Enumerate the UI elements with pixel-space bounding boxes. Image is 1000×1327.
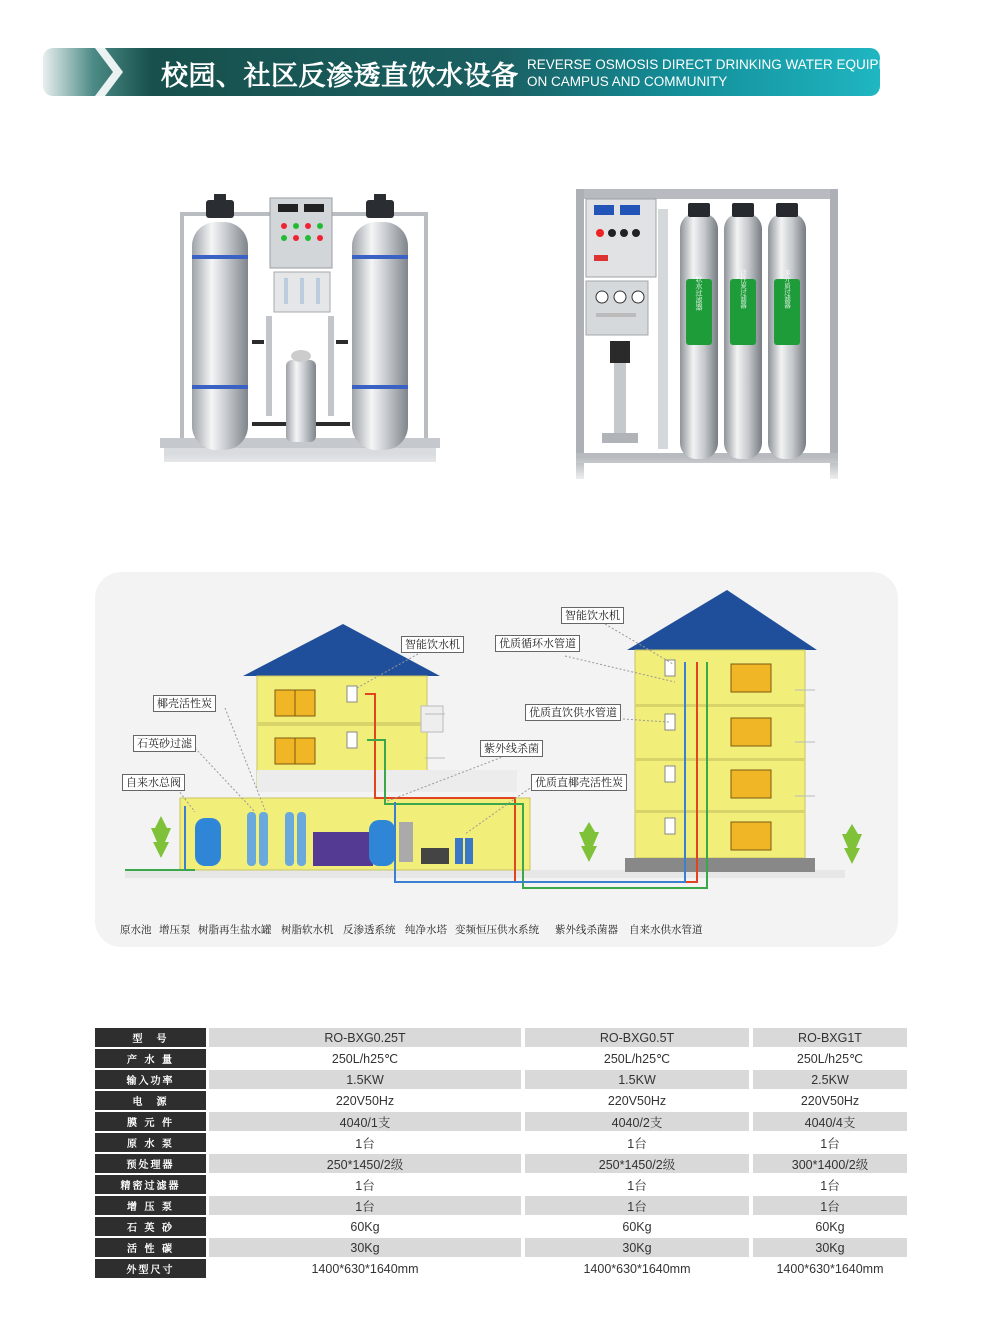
roof-right — [627, 590, 817, 650]
cell: 300*1400/2级 — [753, 1154, 907, 1173]
cell: 60Kg — [815, 1219, 845, 1234]
cell: 1台 — [820, 1178, 840, 1193]
bottom-label-ro-system: 反渗透系统 — [343, 924, 396, 936]
callout-quartz-sand: 石英砂过滤 — [133, 735, 196, 752]
model-1: RO-BXG0.25T — [209, 1028, 521, 1047]
model-3: RO-BXG1T — [753, 1028, 907, 1047]
row-label: 预处理器 — [95, 1154, 206, 1173]
callout-direct-supply-pipe: 优质直饮供水管道 — [525, 704, 621, 721]
row-label: 活 性 碳 — [95, 1238, 206, 1257]
cell: 60Kg — [622, 1219, 652, 1234]
table-row — [95, 1091, 907, 1110]
cell: 220V50Hz — [607, 1093, 667, 1108]
subtitle-line-2: ON CAMPUS AND COMMUNITY — [527, 74, 728, 89]
callout-circulation-pipe: 优质循环水管道 — [495, 635, 580, 652]
cell: 220V50Hz — [335, 1093, 395, 1108]
bottom-label-softener: 树脂软水机 — [281, 924, 334, 936]
cell: 250L/h25℃ — [603, 1052, 671, 1066]
cell: 250*1450/2级 — [525, 1154, 749, 1173]
bottom-label-booster-pump: 增压泵 — [159, 924, 191, 936]
cell: 1台 — [627, 1136, 647, 1151]
cell: 30Kg — [525, 1238, 749, 1257]
cell: 60Kg — [350, 1219, 380, 1234]
bottom-label-tap-water-pipe: 自来水供水管道 — [629, 924, 703, 936]
table-row — [95, 1259, 907, 1278]
table-row — [95, 1196, 907, 1215]
row-label: 产 水 量 — [95, 1049, 206, 1068]
cell: 1台 — [820, 1136, 840, 1151]
cell: 1台 — [209, 1196, 521, 1215]
callout-coconut-carbon-right: 优质直椰壳活性炭 — [531, 774, 627, 791]
bottom-label-pure-water-tower: 纯净水塔 — [405, 924, 447, 936]
row-label: 外型尺寸 — [95, 1259, 206, 1278]
table-row — [95, 1049, 907, 1068]
cell: 1400*630*1640mm — [583, 1261, 691, 1276]
equipment-photo-three-tank — [572, 185, 842, 485]
cell: 220V50Hz — [800, 1093, 860, 1108]
table-header-row — [95, 1028, 907, 1047]
callout-main-valve: 自来水总阀 — [122, 774, 185, 791]
cell: 1400*630*1640mm — [311, 1261, 419, 1276]
row-label: 石 英 砂 — [95, 1217, 206, 1236]
table-row — [95, 1154, 907, 1173]
cell: 1台 — [355, 1136, 375, 1151]
row-label: 膜 元 件 — [95, 1112, 206, 1131]
cell: 1.5KW — [209, 1070, 521, 1089]
row-label: 电 源 — [95, 1091, 206, 1110]
header-banner — [43, 48, 917, 96]
bottom-label-vfd-supply: 变频恒压供水系统 — [455, 924, 539, 936]
equipment-photo-two-tank — [160, 190, 440, 480]
water-system-diagram — [95, 572, 898, 947]
table-row — [95, 1133, 907, 1152]
callout-uv-sterilize: 紫外线杀菌 — [480, 740, 543, 757]
row-label: 原 水 泵 — [95, 1133, 206, 1152]
cell: 1台 — [753, 1196, 907, 1215]
tank-label-3: 多介质过滤器 — [783, 269, 791, 309]
cell: 250*1450/2级 — [209, 1154, 521, 1173]
bottom-label-brine-tank: 树脂再生盐水罐 — [198, 924, 272, 936]
page-title: 校园、社区反渗透直饮水设备 — [161, 61, 519, 92]
cell: 1.5KW — [525, 1070, 749, 1089]
table-row — [95, 1175, 907, 1194]
tank-label-1: 软水过滤器 — [695, 275, 703, 311]
cell: 30Kg — [753, 1238, 907, 1257]
table-row — [95, 1238, 907, 1257]
callout-coconut-carbon: 椰壳活性炭 — [153, 695, 216, 712]
page-subtitle-en — [527, 56, 917, 90]
cell: 1台 — [355, 1178, 375, 1193]
cell: 1台 — [627, 1178, 647, 1193]
cell: 4040/1支 — [209, 1112, 521, 1131]
table-row — [95, 1070, 907, 1089]
model-2: RO-BXG0.5T — [525, 1028, 749, 1047]
table-row — [95, 1112, 907, 1131]
row-label: 输入功率 — [95, 1070, 206, 1089]
tank-label-2: 活性炭过滤器 — [739, 269, 747, 309]
cell: 250L/h25℃ — [331, 1052, 399, 1066]
callout-dispenser-right: 智能饮水机 — [561, 607, 624, 624]
row-label: 精密过滤器 — [95, 1175, 206, 1194]
cell: 4040/4支 — [753, 1112, 907, 1131]
callout-dispenser-left: 智能饮水机 — [401, 636, 464, 653]
row-label: 增 压 泵 — [95, 1196, 206, 1215]
table-row — [95, 1217, 907, 1236]
cell: 2.5KW — [753, 1070, 907, 1089]
cell: 4040/2支 — [525, 1112, 749, 1131]
cell: 1台 — [525, 1196, 749, 1215]
bottom-label-uv-sterilizer: 紫外线杀菌器 — [555, 924, 618, 936]
row-label: 型 号 — [95, 1028, 206, 1047]
diagram-drawing — [95, 572, 898, 947]
cell: 250L/h25℃ — [796, 1052, 864, 1066]
subtitle-line-1: REVERSE OSMOSIS DIRECT DRINKING WATER EQUIPMENT — [527, 57, 917, 72]
cell: 30Kg — [209, 1238, 521, 1257]
bottom-label-raw-water-pool: 原水池 — [120, 924, 152, 936]
cell: 1400*630*1640mm — [776, 1261, 884, 1276]
